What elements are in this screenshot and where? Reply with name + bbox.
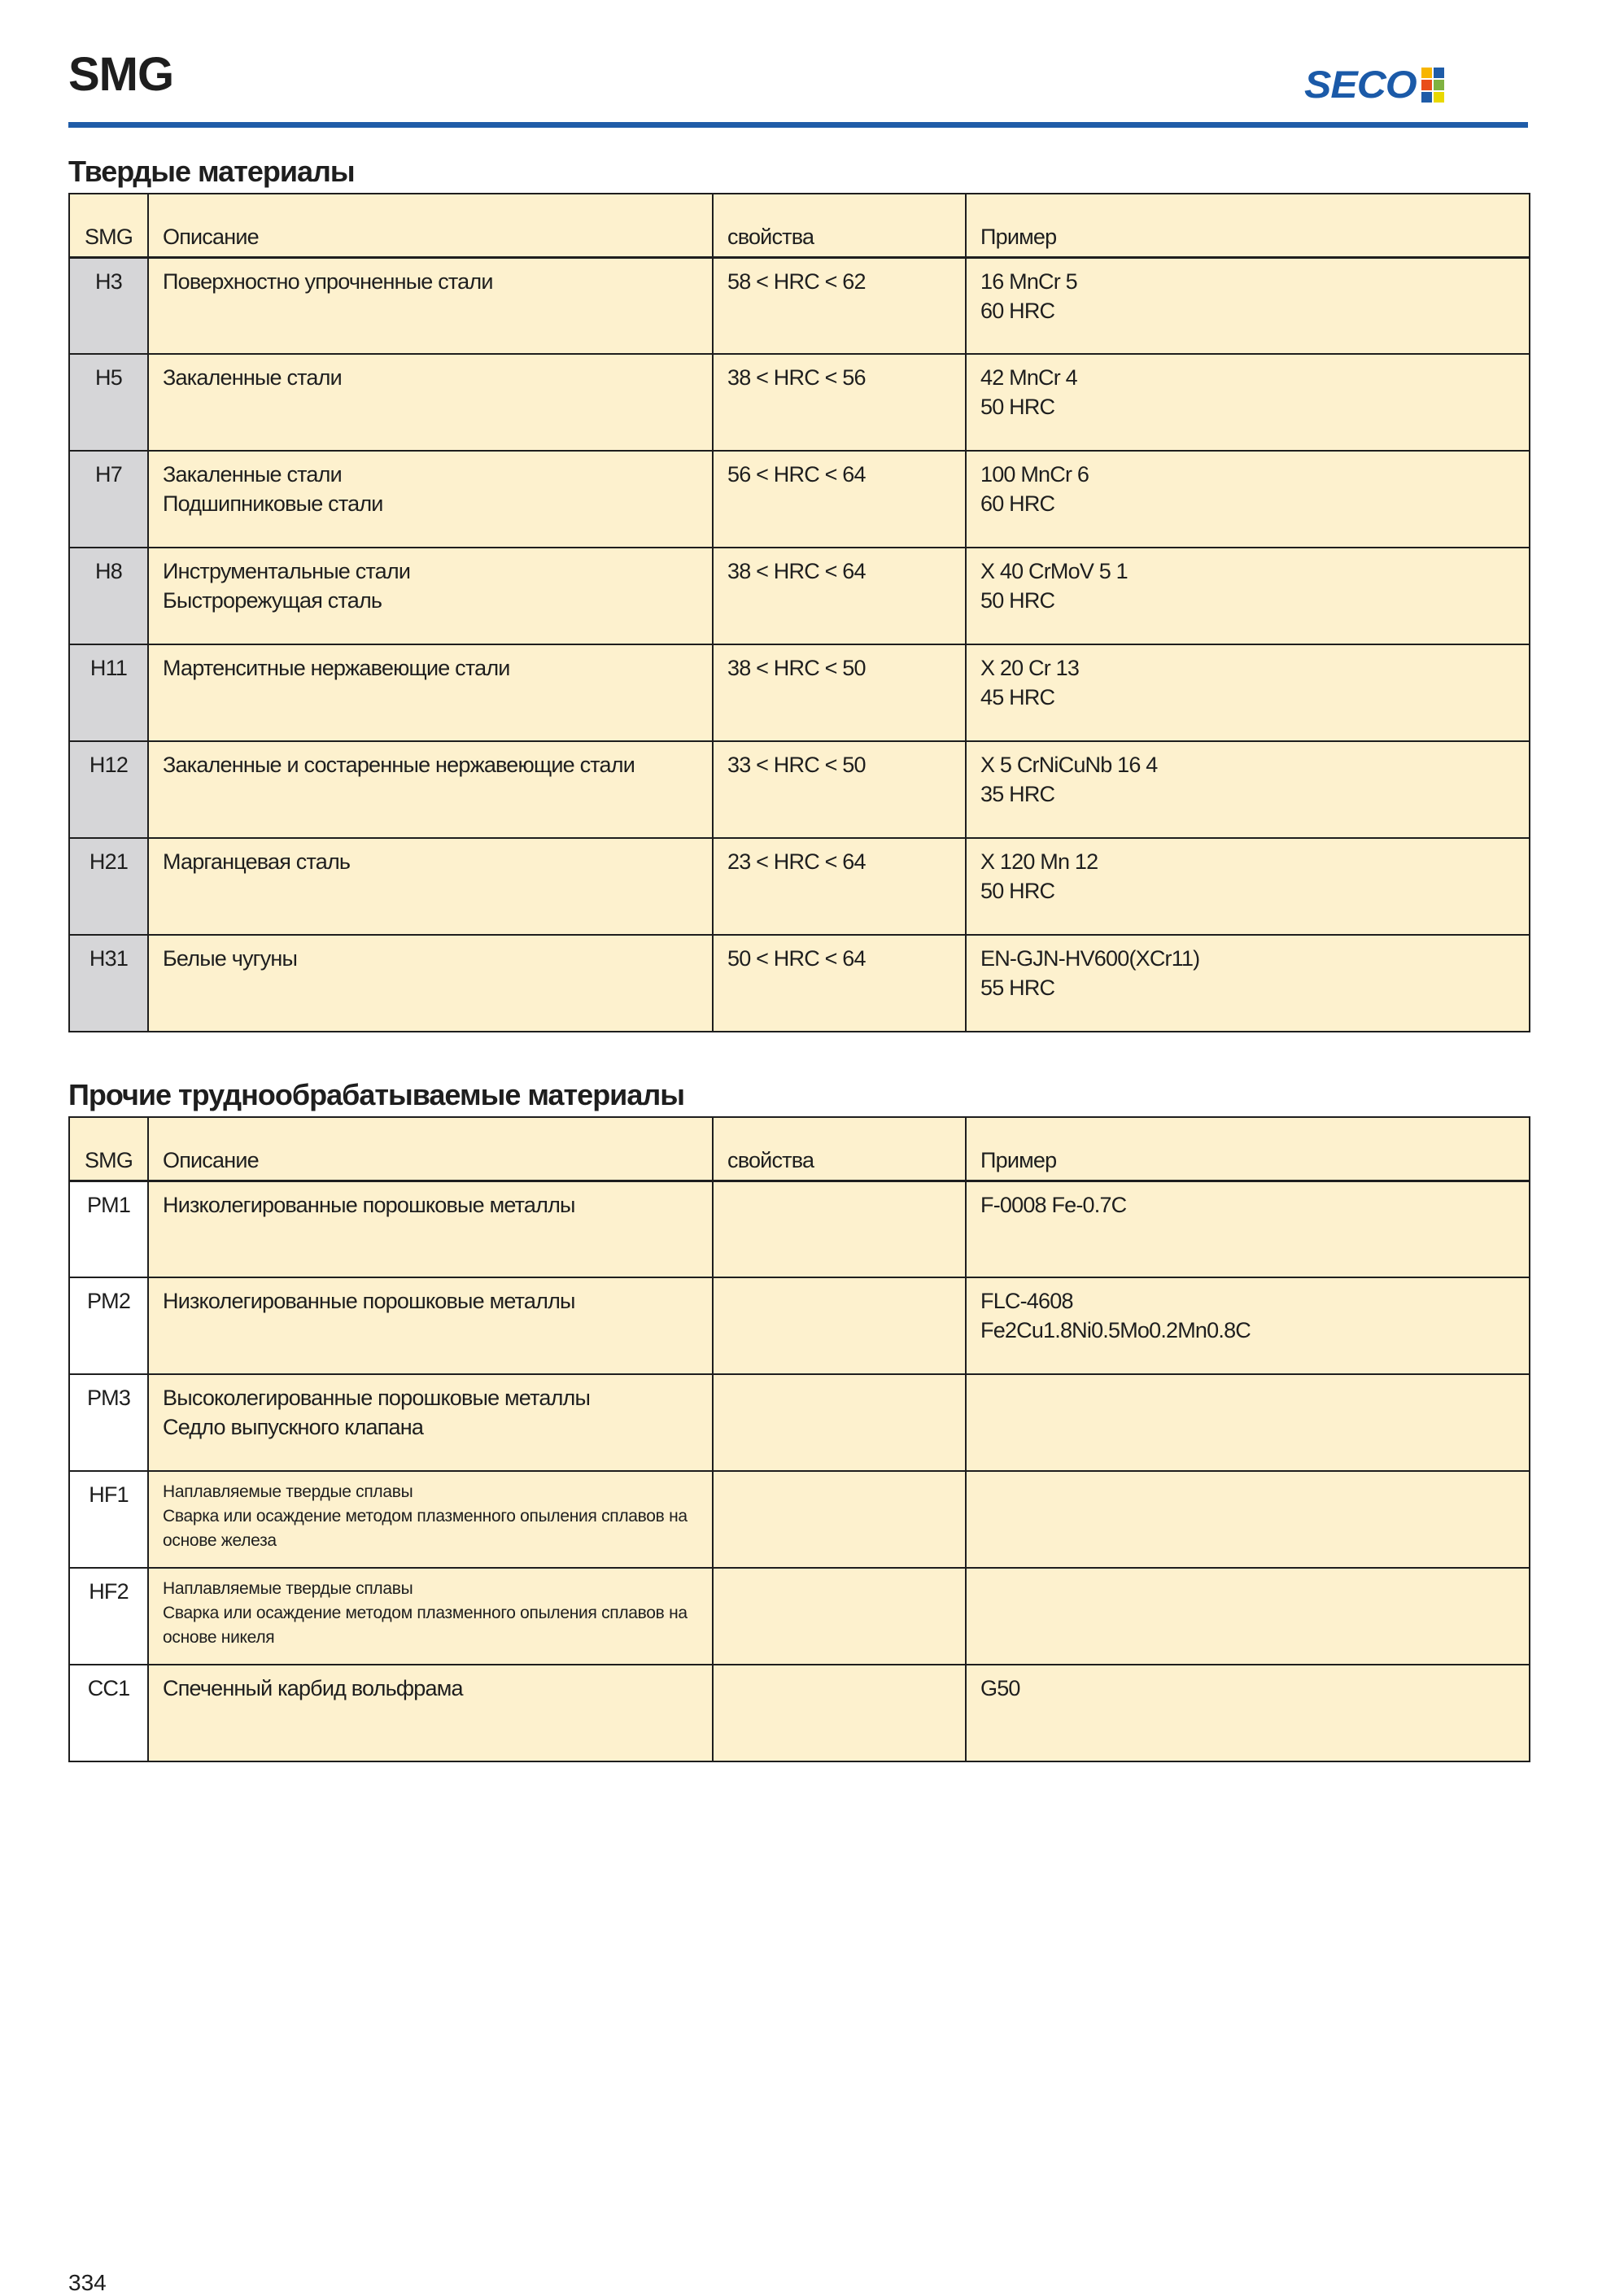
smg-code-cell: HF1: [69, 1471, 148, 1568]
smg-code-cell: PM2: [69, 1277, 148, 1374]
description-cell: [148, 451, 713, 548]
example-cell: [966, 451, 1530, 548]
column-header-description: Описание: [148, 1117, 713, 1181]
properties-cell: 23 < HRC < 64: [713, 838, 966, 935]
example-line: FLC-4608: [980, 1289, 1073, 1313]
example-line: 60 HRC: [980, 298, 1055, 323]
table-row: [69, 354, 1530, 451]
column-header-properties: свойства: [713, 1117, 966, 1181]
table-row: [69, 741, 1530, 838]
table-row: [69, 257, 1530, 354]
example-cell: [966, 1277, 1530, 1374]
table-header-row: [69, 1117, 1530, 1181]
smg-code-cell: PM1: [69, 1181, 148, 1277]
description-line: Быстрорежущая сталь: [163, 588, 382, 613]
example-line: 50 HRC: [980, 395, 1055, 419]
table-row: [69, 644, 1530, 741]
description-cell: [148, 1181, 713, 1277]
example-line: G50: [980, 1676, 1020, 1700]
properties-cell: 38 < HRC < 50: [713, 644, 966, 741]
logo-wordmark: SECO: [1304, 63, 1417, 107]
description-line: Наплавляемые твердые сплавы: [163, 1579, 413, 1598]
description-cell: [148, 644, 713, 741]
column-header-smg: SMG: [69, 1117, 148, 1181]
table-row: [69, 1665, 1530, 1761]
table-header-row: [69, 194, 1530, 257]
example-line: X 5 CrNiCuNb 16 4: [980, 753, 1158, 777]
properties-cell: [713, 1665, 966, 1761]
smg-code-cell: H7: [69, 451, 148, 548]
properties-cell: 50 < HRC < 64: [713, 935, 966, 1032]
example-cell: [966, 1665, 1530, 1761]
table-row: [69, 451, 1530, 548]
page-title: SMG: [68, 48, 174, 101]
description-cell: [148, 741, 713, 838]
description-line: Закаленные стали: [163, 365, 342, 390]
header-rule: [68, 122, 1528, 128]
description-line: Закаленные и состаренные нержавеющие стали: [163, 753, 635, 777]
smg-code-cell: H21: [69, 838, 148, 935]
properties-cell: [713, 1181, 966, 1277]
description-line: Поверхностно упрочненные стали: [163, 268, 493, 294]
column-header-example: Пример: [966, 1117, 1530, 1181]
example-cell: [966, 644, 1530, 741]
example-cell: [966, 548, 1530, 644]
section-title-other-materials: Прочие труднообрабатываемые материалы: [68, 1078, 684, 1111]
smg-code-cell: H31: [69, 935, 148, 1032]
table-row: [69, 548, 1530, 644]
example-cell: [966, 935, 1530, 1032]
page-number: 334: [68, 2270, 107, 2295]
example-line: 50 HRC: [980, 879, 1055, 903]
smg-code-cell: CC1: [69, 1665, 148, 1761]
description-line: Высоколегированные порошковые металлы: [163, 1386, 591, 1410]
table-row: [69, 838, 1530, 935]
description-cell: [148, 257, 713, 354]
example-cell: [966, 1374, 1530, 1471]
column-header-example: Пример: [966, 194, 1530, 257]
description-line: Седло выпускного клапана: [163, 1415, 424, 1439]
hard-materials-rows: [69, 257, 1530, 1032]
example-line: EN-GJN-HV600(XCr11): [980, 946, 1200, 971]
properties-cell: [713, 1374, 966, 1471]
smg-code-cell: H12: [69, 741, 148, 838]
example-line: 60 HRC: [980, 491, 1055, 516]
properties-cell: [713, 1471, 966, 1568]
description-line: Инструментальные стали: [163, 559, 411, 583]
smg-code-cell: H11: [69, 644, 148, 741]
table-row: [69, 1568, 1530, 1665]
description-line: Белые чугуны: [163, 946, 298, 971]
example-line: X 20 Cr 13: [980, 656, 1080, 680]
example-line: 42 MnCr 4: [980, 365, 1077, 390]
properties-cell: 38 < HRC < 56: [713, 354, 966, 451]
logo-square: [1434, 92, 1444, 103]
properties-cell: 58 < HRC < 62: [713, 257, 966, 354]
logo-square: [1434, 80, 1444, 90]
example-cell: [966, 838, 1530, 935]
example-cell: [966, 1568, 1530, 1665]
other-materials-rows: [69, 1181, 1530, 1761]
example-line: 35 HRC: [980, 782, 1055, 806]
example-cell: [966, 1471, 1530, 1568]
description-cell: [148, 1374, 713, 1471]
properties-cell: 33 < HRC < 50: [713, 741, 966, 838]
section-title-hard-materials: Твердые материалы: [68, 155, 355, 188]
description-line: Закаленные стали: [163, 462, 342, 487]
table-row: [69, 1374, 1530, 1471]
table-row: [69, 1181, 1530, 1277]
example-cell: [966, 1181, 1530, 1277]
logo-square: [1421, 92, 1432, 103]
example-cell: [966, 257, 1530, 354]
description-line: Наплавляемые твердые сплавы: [163, 1482, 413, 1501]
description-line: Низколегированные порошковые металлы: [163, 1192, 575, 1217]
description-cell: [148, 354, 713, 451]
smg-code-cell: H8: [69, 548, 148, 644]
logo-square: [1434, 68, 1444, 78]
description-cell: [148, 838, 713, 935]
description-line: Сварка или осаждение методом плазменного опыления сплавов на основе никеля: [163, 1604, 688, 1647]
logo-color-squares: [1421, 68, 1444, 103]
example-cell: [966, 741, 1530, 838]
example-line: 50 HRC: [980, 588, 1055, 613]
properties-cell: 56 < HRC < 64: [713, 451, 966, 548]
smg-code-cell: H5: [69, 354, 148, 451]
column-header-description: Описание: [148, 194, 713, 257]
smg-code-cell: HF2: [69, 1568, 148, 1665]
example-line: F-0008 Fe-0.7C: [980, 1192, 1127, 1217]
smg-code-cell: H3: [69, 257, 148, 354]
description-cell: [148, 1665, 713, 1761]
logo-square: [1421, 80, 1432, 90]
example-cell: [966, 354, 1530, 451]
example-line: 16 MnCr 5: [980, 268, 1077, 294]
logo-square: [1421, 68, 1432, 78]
table-row: [69, 1471, 1530, 1568]
example-line: 45 HRC: [980, 685, 1055, 709]
table-row: [69, 935, 1530, 1032]
other-materials-table: [68, 1116, 1530, 1762]
seco-logo: [1304, 63, 1444, 107]
smg-code-cell: PM3: [69, 1374, 148, 1471]
description-cell: [148, 935, 713, 1032]
description-cell: [148, 548, 713, 644]
description-line: Спеченный карбид вольфрама: [163, 1676, 463, 1700]
description-line: Низколегированные порошковые металлы: [163, 1289, 575, 1313]
description-cell: [148, 1471, 713, 1568]
properties-cell: 38 < HRC < 64: [713, 548, 966, 644]
example-line: X 120 Mn 12: [980, 849, 1098, 874]
description-line: Марганцевая сталь: [163, 849, 351, 874]
hard-materials-table: [68, 193, 1530, 1032]
example-line: 55 HRC: [980, 976, 1055, 1000]
description-cell: [148, 1277, 713, 1374]
example-line: X 40 CrMoV 5 1: [980, 559, 1128, 583]
properties-cell: [713, 1568, 966, 1665]
description-cell: [148, 1568, 713, 1665]
description-line: Мартенситные нержавеющие стали: [163, 656, 510, 680]
table-row: [69, 1277, 1530, 1374]
description-line: Сварка или осаждение методом плазменного опыления сплавов на основе железа: [163, 1507, 688, 1550]
description-line: Подшипниковые стали: [163, 491, 383, 516]
example-line: Fe2Cu1.8Ni0.5Mo0.2Mn0.8C: [980, 1318, 1251, 1342]
properties-cell: [713, 1277, 966, 1374]
column-header-properties: свойства: [713, 194, 966, 257]
column-header-smg: SMG: [69, 194, 148, 257]
example-line: 100 MnCr 6: [980, 462, 1089, 487]
